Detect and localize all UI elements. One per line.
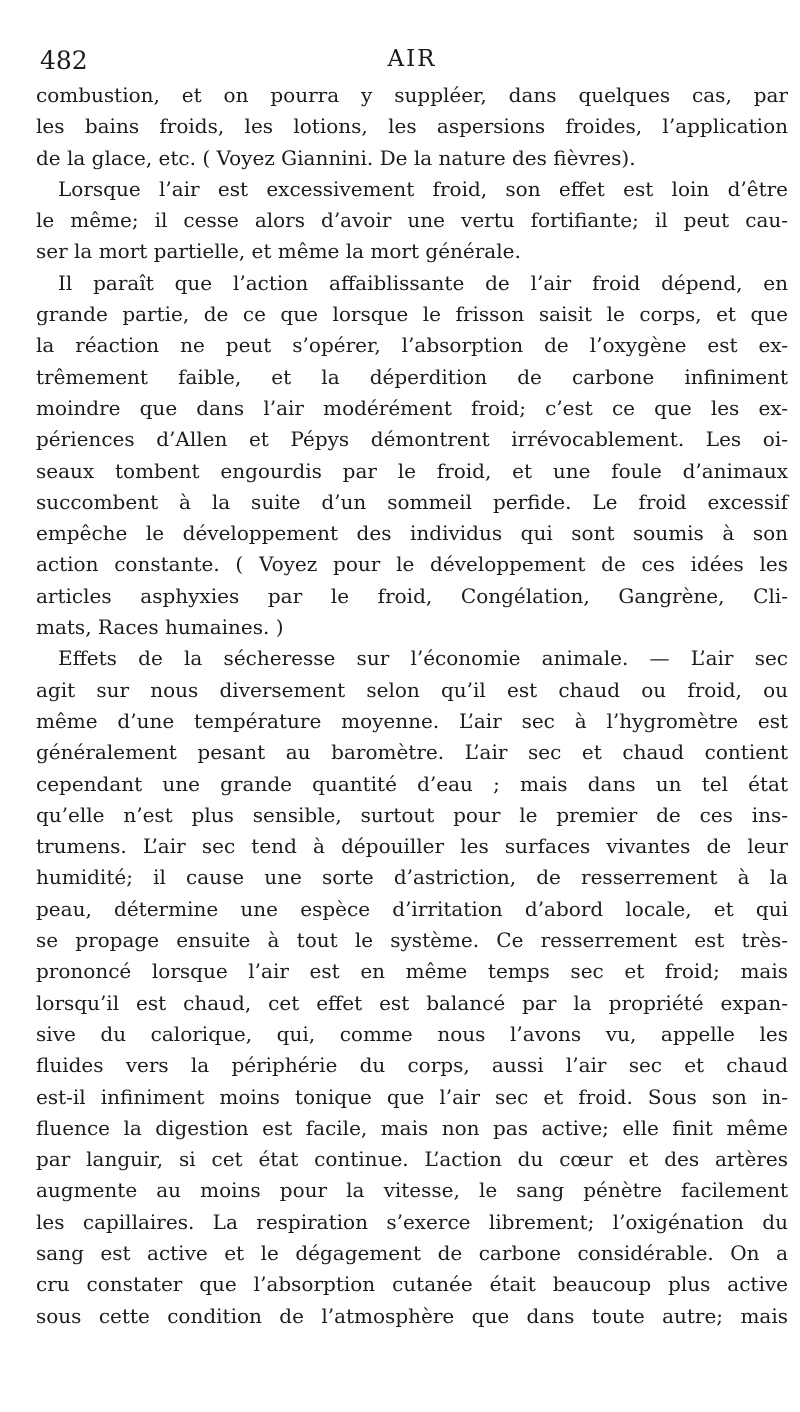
text-line: mats, Races humaines. ) bbox=[36, 615, 284, 640]
text-line: augmente au moins pour la vitesse, le sang pénètre facilement bbox=[36, 1178, 788, 1203]
text-line: la réaction ne peut s’opérer, l’absorption de l’oxygène est ex- bbox=[36, 333, 788, 358]
text-line: est-il infiniment moins tonique que l’air sec et froid. Sous son in- bbox=[36, 1084, 788, 1109]
text-line: succombent à la suite d’un sommeil perfide. Le froid excessif bbox=[36, 489, 788, 514]
running-head bbox=[36, 40, 788, 80]
text-line: périences d’Allen et Pépys démontrent irrévocablement. Les oi- bbox=[36, 427, 788, 452]
text-line: prononcé lorsque l’air est en même temps sec et froid; mais bbox=[36, 959, 788, 984]
text-line: les capillaires. La respiration s’exerce librement; l’oxigénation du bbox=[36, 1209, 788, 1234]
book-page bbox=[36, 40, 788, 1332]
text-line: sous cette condition de l’atmosphère que dans toute autre; mais bbox=[36, 1303, 788, 1328]
text-line: Il paraît que l’action affaiblissante de l’air froid dépend, en bbox=[58, 270, 788, 295]
text-line: par languir, si cet état continue. L’action du cœur et des artères bbox=[36, 1147, 788, 1172]
page-number: 482 bbox=[40, 46, 88, 75]
text-line: fluides vers la périphérie du corps, aussi l’air sec et chaud bbox=[36, 1053, 788, 1078]
text-line: de la glace, etc. ( Voyez Giannini. De la nature des fièvres). bbox=[36, 145, 636, 170]
text-line: les bains froids, les lotions, les aspersions froides, l’application bbox=[36, 114, 788, 139]
text-line: grande partie, de ce que lorsque le frisson saisit le corps, et que bbox=[36, 302, 788, 327]
text-line: ser la mort partielle, et même la mort générale. bbox=[36, 239, 521, 264]
text-line: moindre que dans l’air modérément froid; c’est ce que les ex- bbox=[36, 395, 788, 420]
text-line: Lorsque l’air est excessivement froid, son effet est loin d’être bbox=[58, 176, 788, 201]
text-line: le même; il cesse alors d’avoir une vertu fortifiante; il peut cau- bbox=[36, 208, 788, 233]
text-line: lorsqu’il est chaud, cet effet est balancé par la propriété expan- bbox=[36, 990, 788, 1015]
text-line: articles asphyxies par le froid, Congélation, Gangrène, Cli- bbox=[36, 583, 788, 608]
text-line: trêmement faible, et la déperdition de carbone infiniment bbox=[36, 364, 788, 389]
text-line: fluence la digestion est facile, mais non pas active; elle finit même bbox=[36, 1115, 788, 1140]
text-line: sang est active et le dégagement de carbone considérable. On a bbox=[36, 1240, 788, 1265]
text-line: qu’elle n’est plus sensible, surtout pour le premier de ces ins- bbox=[36, 802, 788, 827]
text-line: généralement pesant au baromètre. L’air sec et chaud contient bbox=[36, 740, 788, 765]
text-line: peau, détermine une espèce d’irritation d’abord locale, et qui bbox=[36, 896, 788, 921]
running-title: AIR bbox=[387, 46, 437, 72]
text-line: agit sur nous diversement selon qu’il est chaud ou froid, ou bbox=[36, 677, 788, 702]
text-line: se propage ensuite à tout le système. Ce resserrement est très- bbox=[36, 928, 788, 953]
text-line: cependant une grande quantité d’eau ; mais dans un tel état bbox=[36, 771, 788, 796]
text-line: humidité; il cause une sorte d’astriction, de resserrement à la bbox=[36, 865, 788, 890]
text-line: trumens. L’air sec tend à dépouiller les surfaces vivantes de leur bbox=[36, 834, 788, 859]
text-line: cru constater que l’absorption cutanée était beaucoup plus active bbox=[36, 1272, 788, 1297]
text-line: même d’une température moyenne. L’air sec à l’hygromètre est bbox=[36, 708, 788, 733]
text-line: empêche le développement des individus qui sont soumis à son bbox=[36, 521, 788, 546]
text-line: Effets de la sécheresse sur l’économie animale. — L’air sec bbox=[58, 646, 788, 671]
text-line: seaux tombent engourdis par le froid, et une foule d’animaux bbox=[36, 458, 788, 483]
text-line: sive du calorique, qui, comme nous l’avons vu, appelle les bbox=[36, 1021, 788, 1046]
text-line: combustion, et on pourra y suppléer, dans quelques cas, par bbox=[36, 83, 788, 107]
body-text bbox=[36, 80, 788, 1332]
text-line: action constante. ( Voyez pour le développement de ces idées les bbox=[36, 552, 788, 577]
